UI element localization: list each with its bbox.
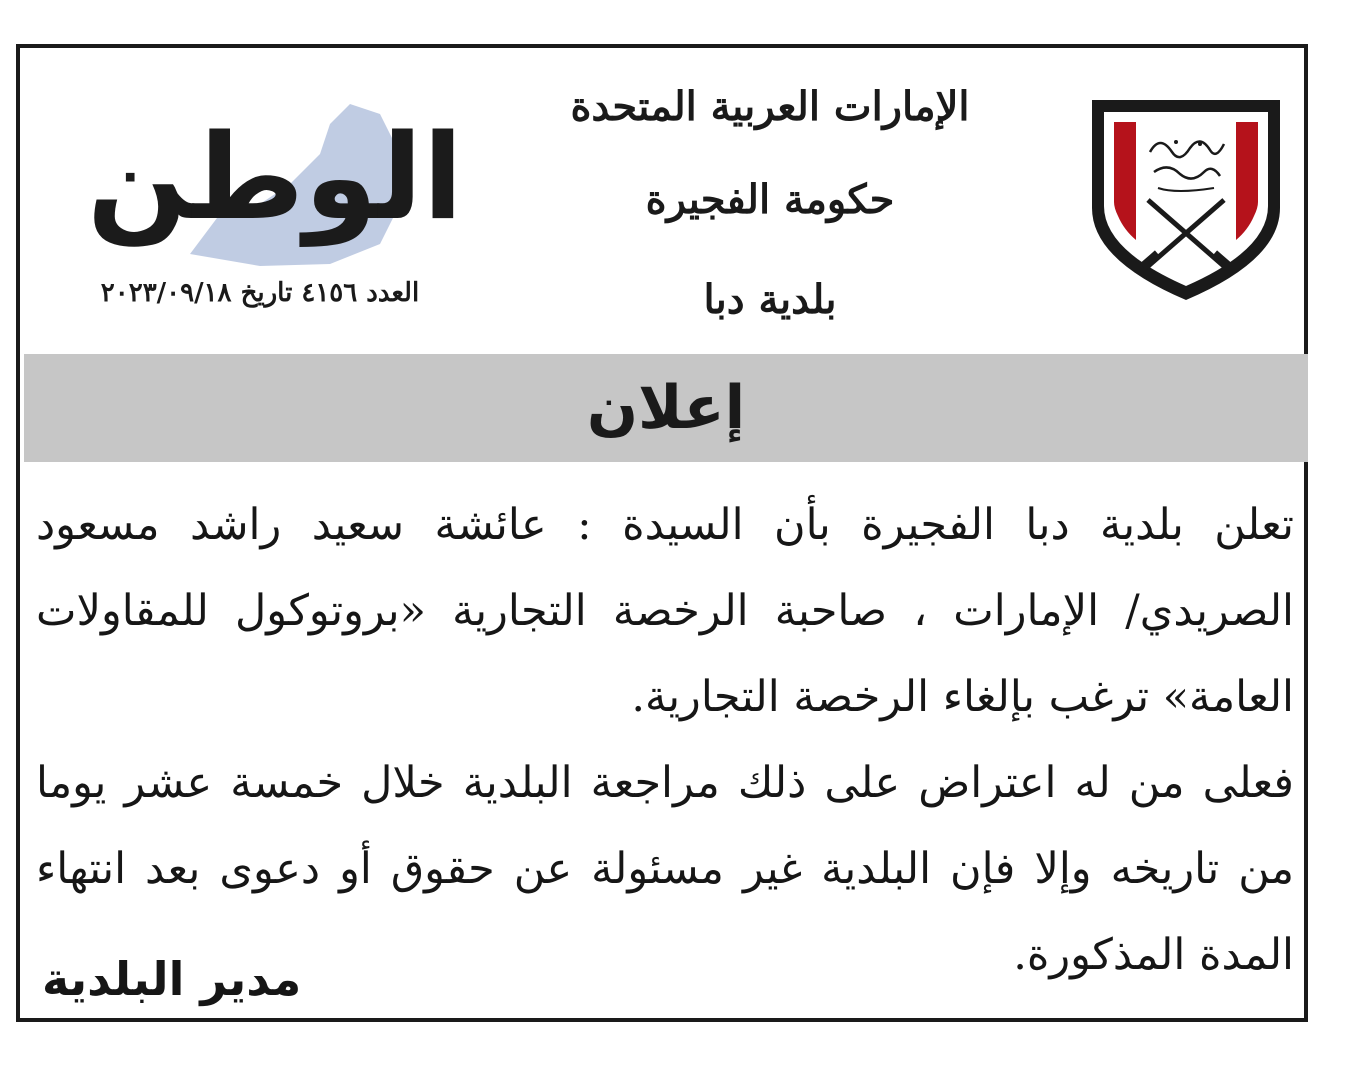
country-name: الإمارات العربية المتحدة (570, 83, 970, 130)
title-band (24, 354, 1308, 462)
issue-line: العدد ٤١٥٦ تاريخ ٢٠٢٣/٠٩/١٨ (100, 278, 420, 308)
notice-frame (16, 44, 1308, 1022)
government-name: حكومة الفجيرة (645, 176, 895, 223)
government-heading (480, 68, 1060, 346)
newspaper-logo (60, 74, 490, 274)
notice-paragraph-2: فعلى من له اعتراض على ذلك مراجعة البلدية خلال خمسة عشر يوما من تاريخه وإلا فإن البلدية غير مسئولة عن حقوق أو دعوى بعد انتهاء المدة المذكورة. (36, 758, 1294, 980)
notice-body (36, 482, 1294, 998)
fujairah-government-emblem-icon (1088, 90, 1284, 304)
municipality-name: بلدية دبا (703, 276, 837, 323)
newspaper-name: الوطن (86, 108, 464, 246)
notice-title: إعلان (586, 373, 746, 443)
notice-paragraph-1: تعلن بلدية دبا الفجيرة بأن السيدة : عائشة سعيد راشد مسعود الصريدي/ الإمارات ، صاحبة الرخصة التجارية «بروتوكول للمقاولات العامة» ترغب بإلغاء الرخصة التجارية. (36, 500, 1294, 722)
signature: مدير البلدية (34, 944, 309, 1014)
